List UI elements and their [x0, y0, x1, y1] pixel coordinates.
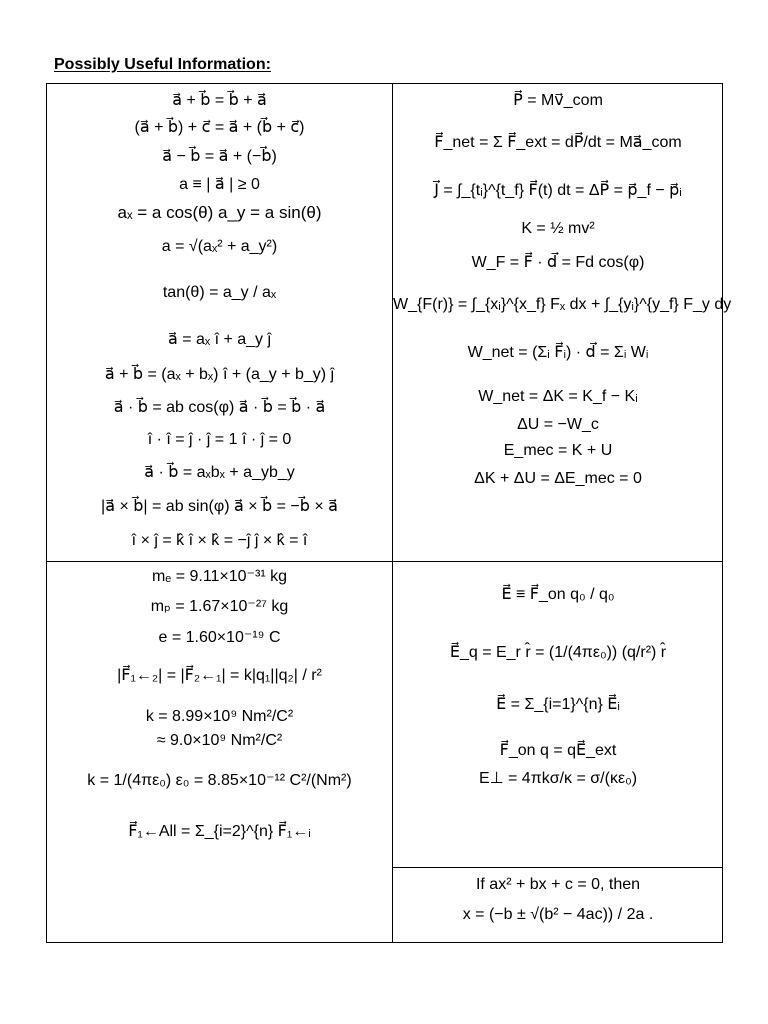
- quadratic-condition: If ax² + bx + c = 0, then: [475, 876, 641, 893]
- vector-formula: tan(θ) = a_y / aₓ: [162, 284, 277, 301]
- vector-formula: î × ĵ = k̂ î × k̂ = −ĵ ĵ × k̂ = î: [131, 532, 308, 549]
- vector-formula: aₓ = a cos(θ) a_y = a sin(θ): [117, 203, 322, 222]
- vector-formula: a = √(aₓ² + a_y²): [161, 238, 278, 255]
- constants-panel: [47, 562, 392, 943]
- constant-formula: e = 1.60×10⁻¹⁹ C: [158, 629, 281, 646]
- constant-formula: ≈ 9.0×10⁹ Nm²/C²: [156, 732, 283, 749]
- mechanics-formula: F⃗_net = Σ F⃗_ext = dP⃗/dt = Ma⃗_com: [434, 134, 682, 151]
- mechanics-formula: W_net = (Σᵢ F⃗ᵢ) · d⃗ = Σᵢ Wᵢ: [467, 344, 649, 361]
- constant-formula: F⃗₁←All = Σ_{i=2}^{n} F⃗₁←ᵢ: [128, 823, 311, 840]
- mechanics-formula: K = ½ mv²: [521, 220, 595, 237]
- vector-formula: (a⃗ + b⃗) + c⃗ = a⃗ + (b⃗ + c⃗): [134, 119, 305, 136]
- constant-formula: |F⃗₁←₂| = |F⃗₂←₁| = k|q₁||q₂| / r²: [117, 667, 322, 684]
- vector-formula: a⃗ = aₓ î + a_y ĵ: [167, 331, 272, 348]
- mechanics-formula: J⃗ = ∫_{tᵢ}^{t_f} F⃗(t) dt = ΔP⃗ = p⃗_f − p⃗ᵢ: [434, 182, 682, 199]
- vector-panel: [47, 84, 392, 561]
- field-formula: E⊥ = 4πkσ/κ = σ/(κε₀): [478, 770, 638, 787]
- constant-formula: k = 8.99×10⁹ Nm²/C²: [145, 708, 294, 725]
- mechanics-formula: W_F = F⃗ · d⃗ = Fd cos(φ): [471, 254, 645, 271]
- mechanics-formula: W_net = ΔK = K_f − Kᵢ: [478, 388, 638, 405]
- mechanics-panel: [393, 84, 732, 561]
- vector-formula: a⃗ · b⃗ = aₓbₓ + a_yb_y: [144, 464, 295, 481]
- mechanics-formula: W_{F(r)} = ∫_{xᵢ}^{x_f} Fₓ dx + ∫_{yᵢ}^{y_f} F_y dy: [393, 296, 732, 313]
- quadratic-panel: [393, 868, 723, 943]
- quadratic-formula: x = (−b ± √(b² − 4ac)) / 2a .: [462, 906, 654, 923]
- constant-formula: mₑ = 9.11×10⁻³¹ kg: [151, 568, 288, 585]
- vector-formula: a⃗ + b⃗ = b⃗ + a⃗: [172, 92, 267, 109]
- fields-panel: [393, 562, 723, 867]
- vector-formula: î · î = ĵ · ĵ = 1 î · ĵ = 0: [147, 431, 292, 448]
- vector-formula: |a⃗ × b⃗| = ab sin(φ) a⃗ × b⃗ = −b⃗ × a⃗: [101, 498, 338, 515]
- mechanics-formula: ΔK + ΔU = ΔE_mec = 0: [474, 470, 642, 487]
- vector-formula: a⃗ · b⃗ = ab cos(φ) a⃗ · b⃗ = b⃗ · a⃗: [113, 399, 326, 416]
- constant-formula: k = 1/(4πε₀) ε₀ = 8.85×10⁻¹² C²/(Nm²): [87, 772, 352, 789]
- formula-sheet: [46, 83, 732, 943]
- page-title: Possibly Useful Information:: [54, 56, 271, 73]
- vector-formula: a ≡ | a⃗ | ≥ 0: [179, 176, 260, 193]
- vector-formula: a⃗ + b⃗ = (aₓ + bₓ) î + (a_y + b_y) ĵ: [104, 366, 335, 383]
- field-formula: F⃗_on q = qE⃗_ext: [499, 742, 617, 759]
- mechanics-formula: ΔU = −W_c: [517, 416, 599, 433]
- mechanics-formula: E_mec = K + U: [503, 442, 613, 459]
- field-formula: E⃗_q = E_r r̂ = (1/(4πε₀)) (q/r²) r̂: [449, 644, 667, 661]
- mechanics-formula: P⃗ = Mv⃗_com: [513, 92, 603, 109]
- vector-formula: a⃗ − b⃗ = a⃗ + (−b⃗): [162, 148, 277, 165]
- constant-formula: mₚ = 1.67×10⁻²⁷ kg: [150, 598, 289, 615]
- field-formula: E⃗ = Σ_{i=1}^{n} E⃗ᵢ: [496, 696, 620, 713]
- field-formula: E⃗ ≡ F⃗_on q₀ / q₀: [501, 586, 615, 603]
